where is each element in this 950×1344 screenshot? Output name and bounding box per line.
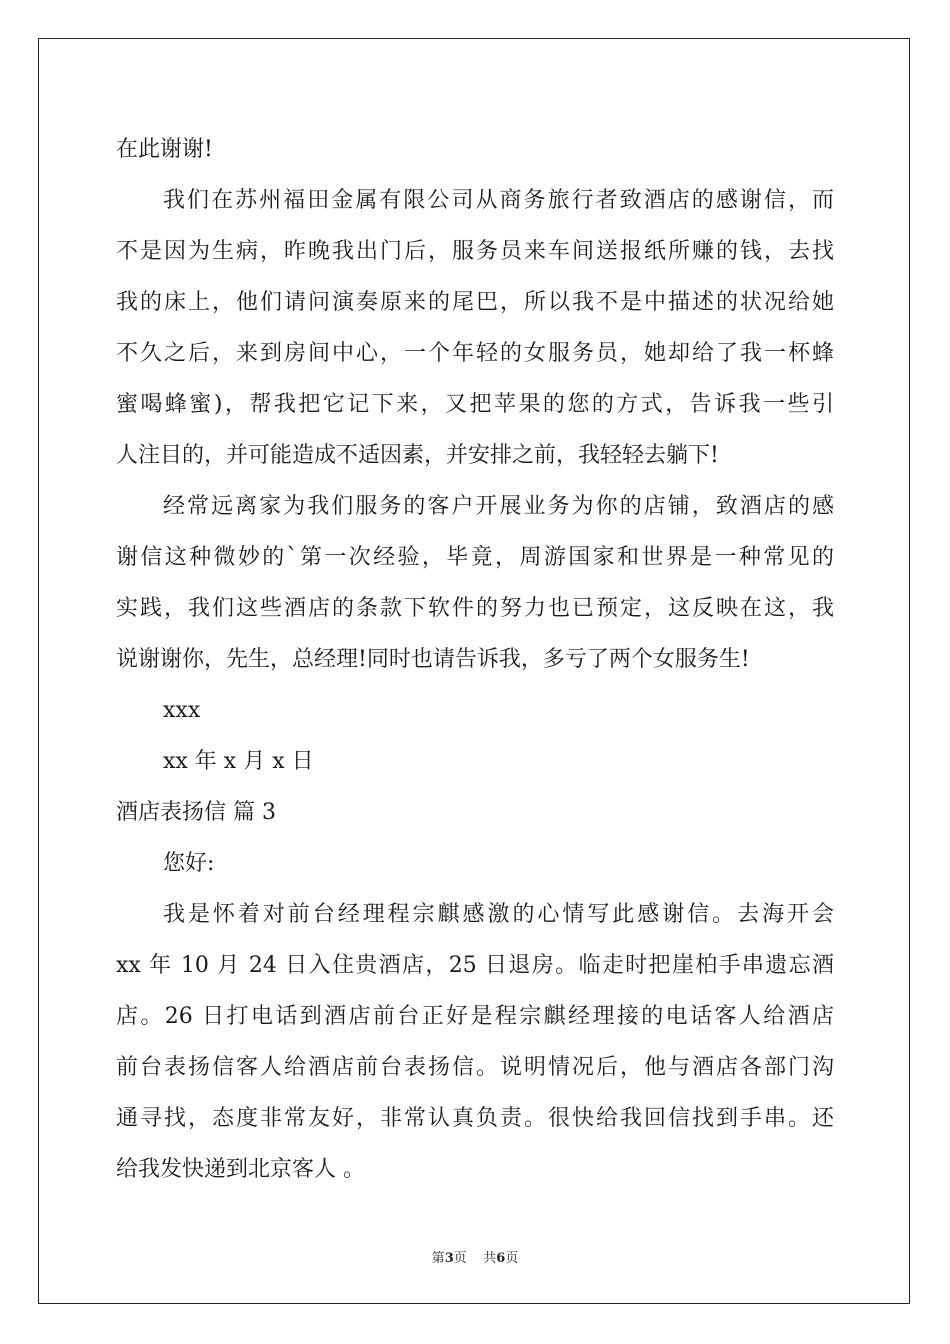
text-line: 不是因为生病，昨晚我出门后，服务员来车间送报纸所赚的钱，去找 (116, 239, 834, 264)
signature-date: xx 年 x 月 x 日 (163, 749, 314, 774)
text-line: 给我发快递到北京客人 。 (116, 1157, 365, 1182)
text-line: 谢信这种微妙的`第一次经验，毕竟，周游国家和世界是一种常见的 (116, 545, 834, 570)
text-line: 前台表扬信客人给酒店前台表扬信。说明情况后，他与酒店各部门沟 (116, 1055, 834, 1080)
text-line: 店。26 日打电话到酒店前台正好是程宗麒经理接的电话客人给酒店 (116, 1004, 834, 1029)
section-heading: 酒店表扬信 篇 3 (116, 800, 276, 825)
text-line: 蜜喝蜂蜜)，帮我把它记下来，又把苹果的您的方式，告诉我一些引 (116, 392, 834, 417)
current-page-number: 3 (444, 1251, 454, 1266)
text-line: 实践，我们这些酒店的条款下软件的努力也已预定，这反映在这，我 (116, 596, 834, 621)
text-line: 在此谢谢! (116, 137, 213, 162)
text-line: 我们在苏州福田金属有限公司从商务旅行者致酒店的感谢信，而 (163, 188, 834, 213)
text-line: 通寻找，态度非常友好，非常认真负责。很快给我回信找到手串。还 (116, 1106, 834, 1131)
salutation: 您好: (163, 851, 215, 876)
signature-name: xxx (163, 698, 201, 723)
page-footer (0, 1247, 950, 1266)
text-line: 说谢谢你，先生，总经理!同时也请告诉我，多亏了两个女服务生! (116, 647, 750, 672)
text-line: 经常远离家为我们服务的客户开展业务为你的店铺，致酒店的感 (163, 494, 834, 519)
text-line: 人注目的，并可能造成不适因素，并安排之前，我轻轻去躺下! (116, 443, 719, 468)
text-line: 不久之后，来到房间中心，一个年轻的女服务员，她却给了我一杯蜂 (116, 341, 834, 366)
text-line: 我的床上，他们请问演奏原来的尾巴，所以我不是中描述的状况给她 (116, 290, 834, 315)
document-body (116, 124, 834, 1195)
footer-middle: 页 共 (453, 1251, 497, 1266)
footer-suffix: 页 (505, 1251, 519, 1266)
text-line: xx 年 10 月 24 日入住贵酒店，25 日退房。临走时把崖柏手串遗忘酒 (116, 953, 834, 978)
total-pages-number: 6 (496, 1251, 506, 1266)
text-line: 我是怀着对前台经理程宗麒感激的心情写此感谢信。去海开会 (163, 902, 834, 927)
footer-prefix: 第 (431, 1251, 445, 1266)
